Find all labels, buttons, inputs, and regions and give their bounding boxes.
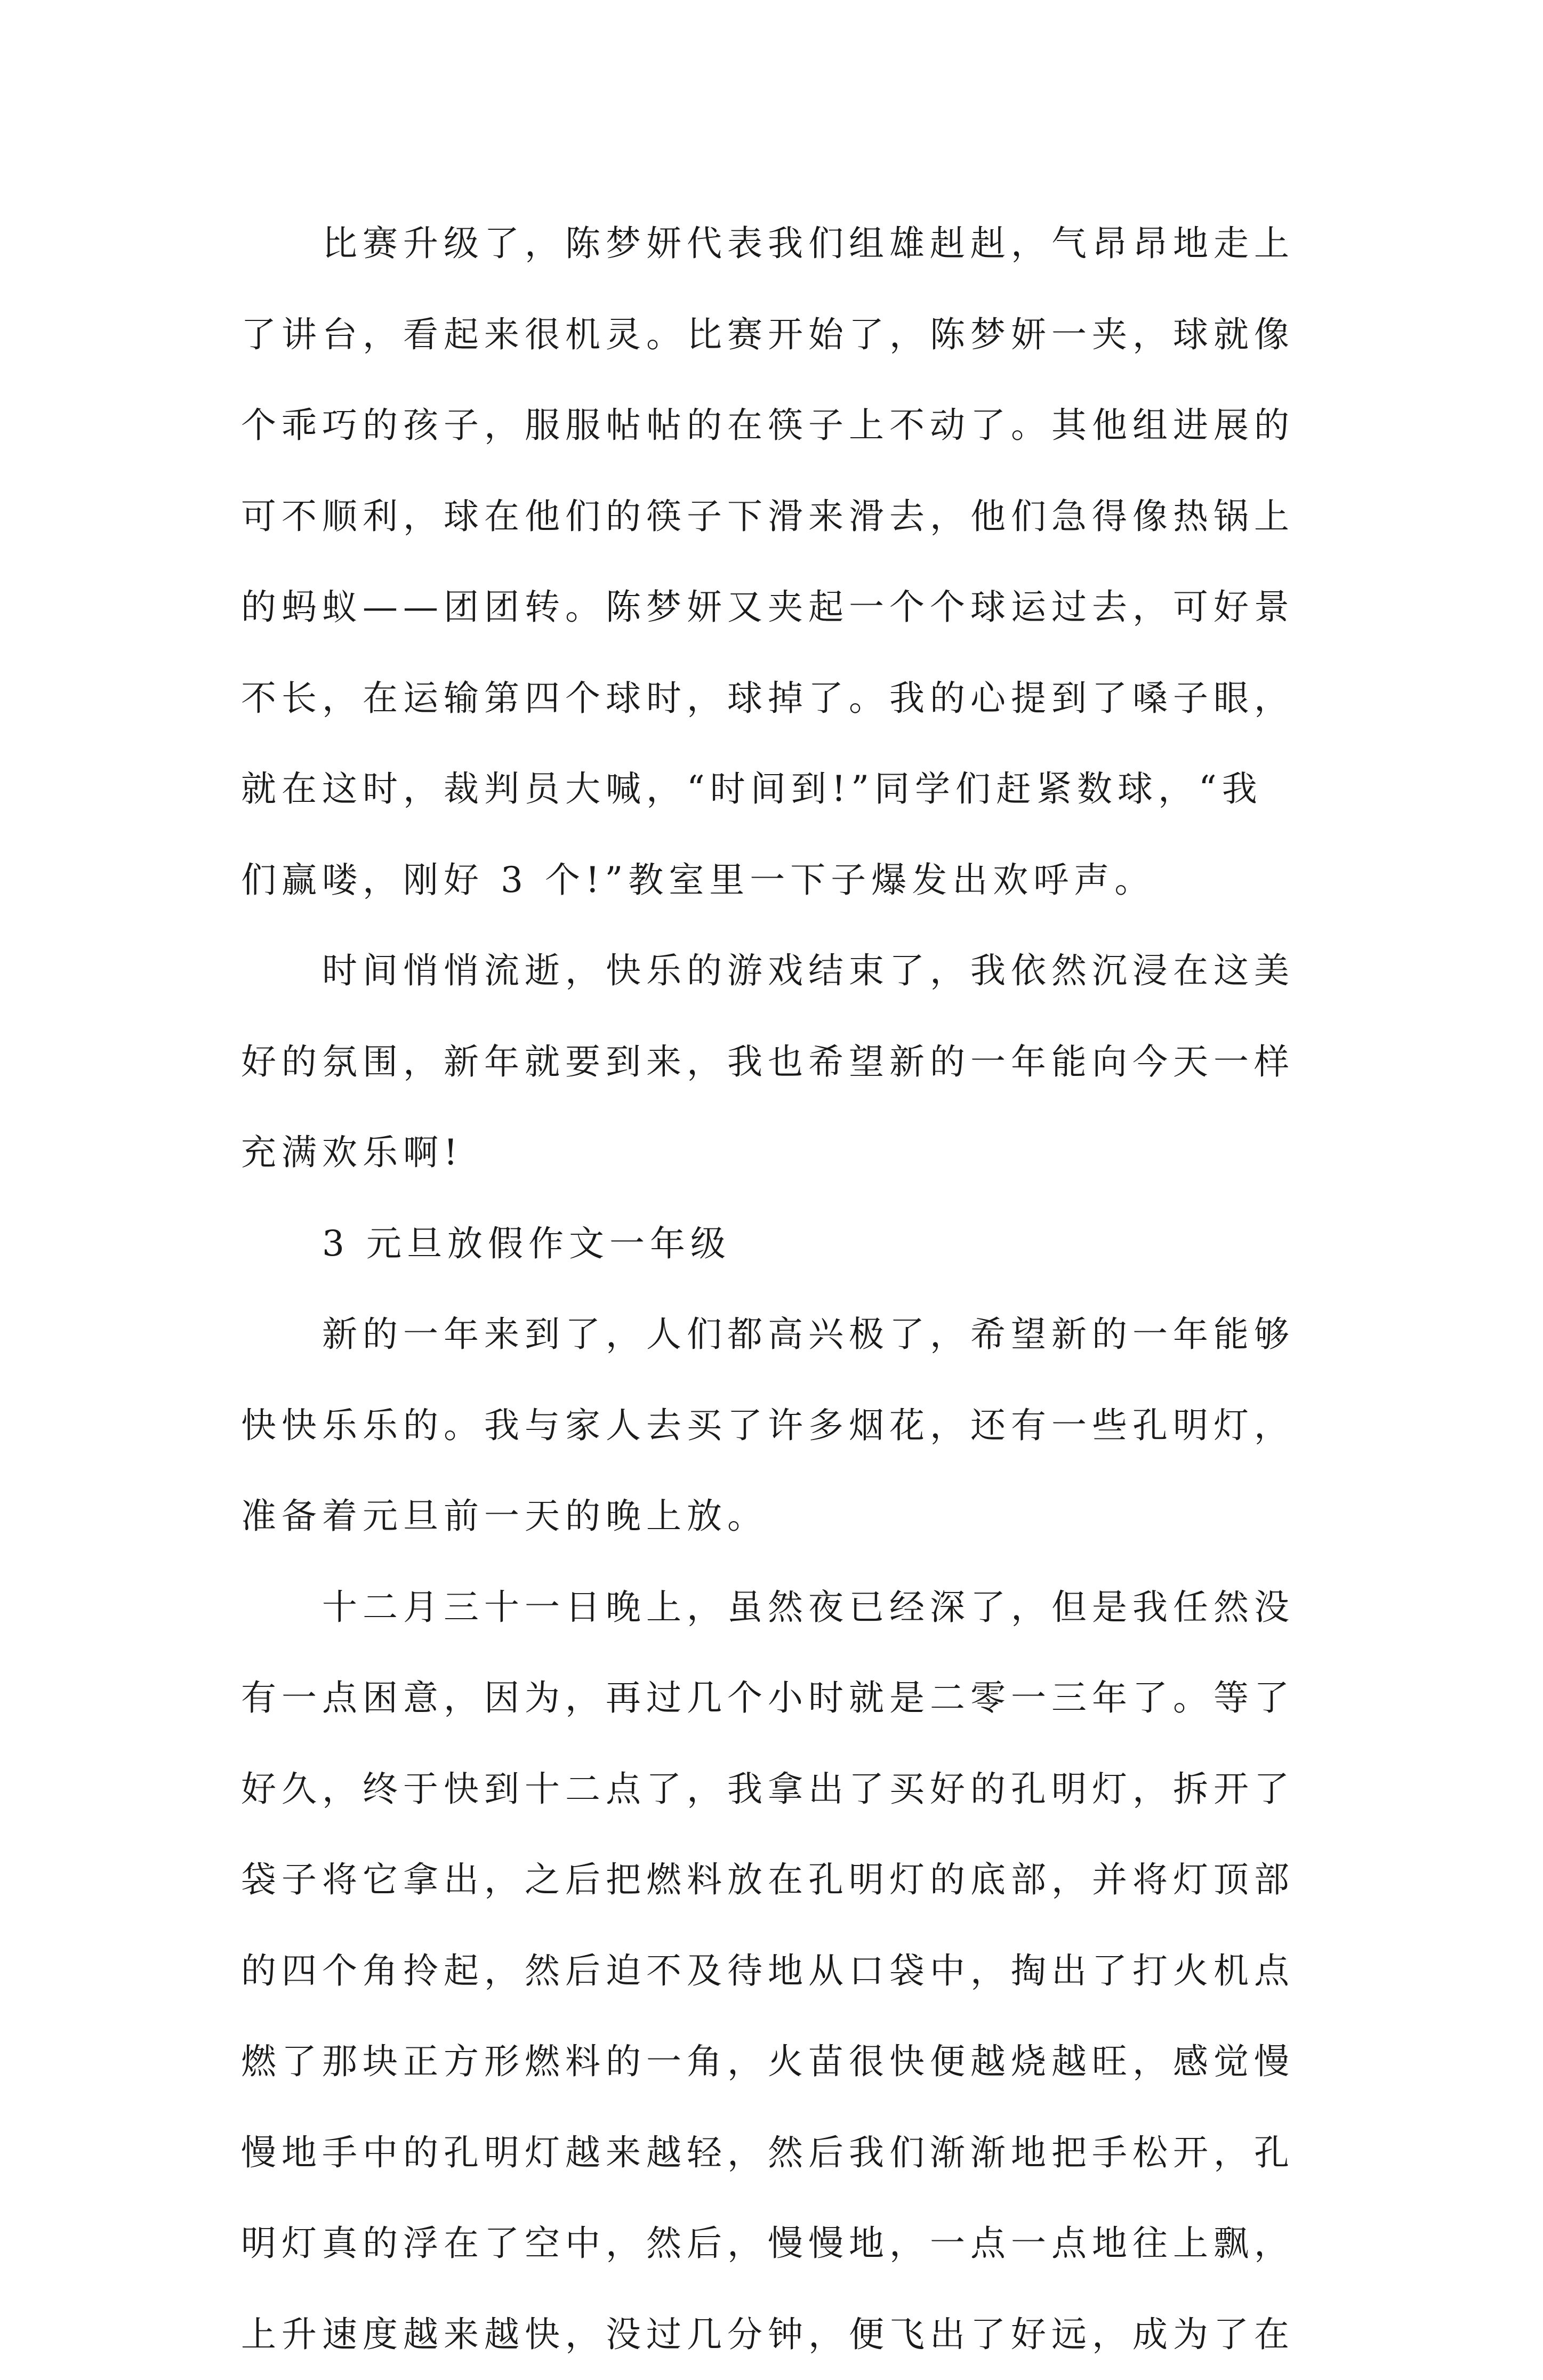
text-line: 的蚂蚁——团团转。陈梦妍又夹起一个个球运过去，可好景: [241, 562, 1323, 653]
text-line: 时间悄悄流逝，快乐的游戏结束了，我依然沉浸在这美: [241, 926, 1323, 1017]
text-line: 不长，在运输第四个球时，球掉了。我的心提到了嗓子眼，: [241, 653, 1323, 744]
text-line: 就在这时，裁判员大喊，“时间到!”同学们赶紧数球，“我: [241, 744, 1323, 835]
text-line: 十二月三十一日晚上，虽然夜已经深了，但是我任然没: [241, 1562, 1323, 1653]
text-line: 好久，终于快到十二点了，我拿出了买好的孔明灯，拆开了: [241, 1744, 1323, 1835]
text-line: 们赢喽，刚好 3 个!”教室里一下子爆发出欢呼声。: [241, 835, 1323, 926]
text-line: 新的一年来到了，人们都高兴极了，希望新的一年能够: [241, 1289, 1323, 1380]
text-line: 慢地手中的孔明灯越来越轻，然后我们渐渐地把手松开，孔: [241, 2108, 1323, 2199]
text-line: 袋子将它拿出，之后把燃料放在孔明灯的底部，并将灯顶部: [241, 1835, 1323, 1926]
text-line: 个乖巧的孩子，服服帖帖的在筷子上不动了。其他组进展的: [241, 380, 1323, 471]
text-line: 的四个角拎起，然后迫不及待地从口袋中，掏出了打火机点: [241, 1926, 1323, 2017]
text-line: 了讲台，看起来很机灵。比赛开始了，陈梦妍一夹，球就像: [241, 290, 1323, 381]
text-line: 准备着元旦前一天的晚上放。: [241, 1471, 1323, 1562]
section-heading: 3 元旦放假作文一年级: [241, 1199, 1323, 1290]
text-line: 比赛升级了，陈梦妍代表我们组雄赳赳，气昂昂地走上: [241, 198, 1323, 290]
text-line: 上升速度越来越快，没过几分钟，便飞出了好远，成为了在: [241, 2289, 1323, 2380]
text-line: 快快乐乐的。我与家人去买了许多烟花，还有一些孔明灯，: [241, 1380, 1323, 1472]
text-line: 明灯真的浮在了空中，然后，慢慢地，一点一点地往上飘，: [241, 2198, 1323, 2289]
text-line: 可不顺利，球在他们的筷子下滑来滑去，他们急得像热锅上: [241, 471, 1323, 562]
text-line: 有一点困意，因为，再过几个小时就是二零一三年了。等了: [241, 1653, 1323, 1744]
text-line: 好的氛围，新年就要到来，我也希望新的一年能向今天一样: [241, 1017, 1323, 1108]
body-text: [241, 198, 1323, 2380]
text-line: 充满欢乐啊!: [241, 1107, 1323, 1199]
text-line: 燃了那块正方形燃料的一角，火苗很快便越烧越旺，感觉慢: [241, 2016, 1323, 2108]
